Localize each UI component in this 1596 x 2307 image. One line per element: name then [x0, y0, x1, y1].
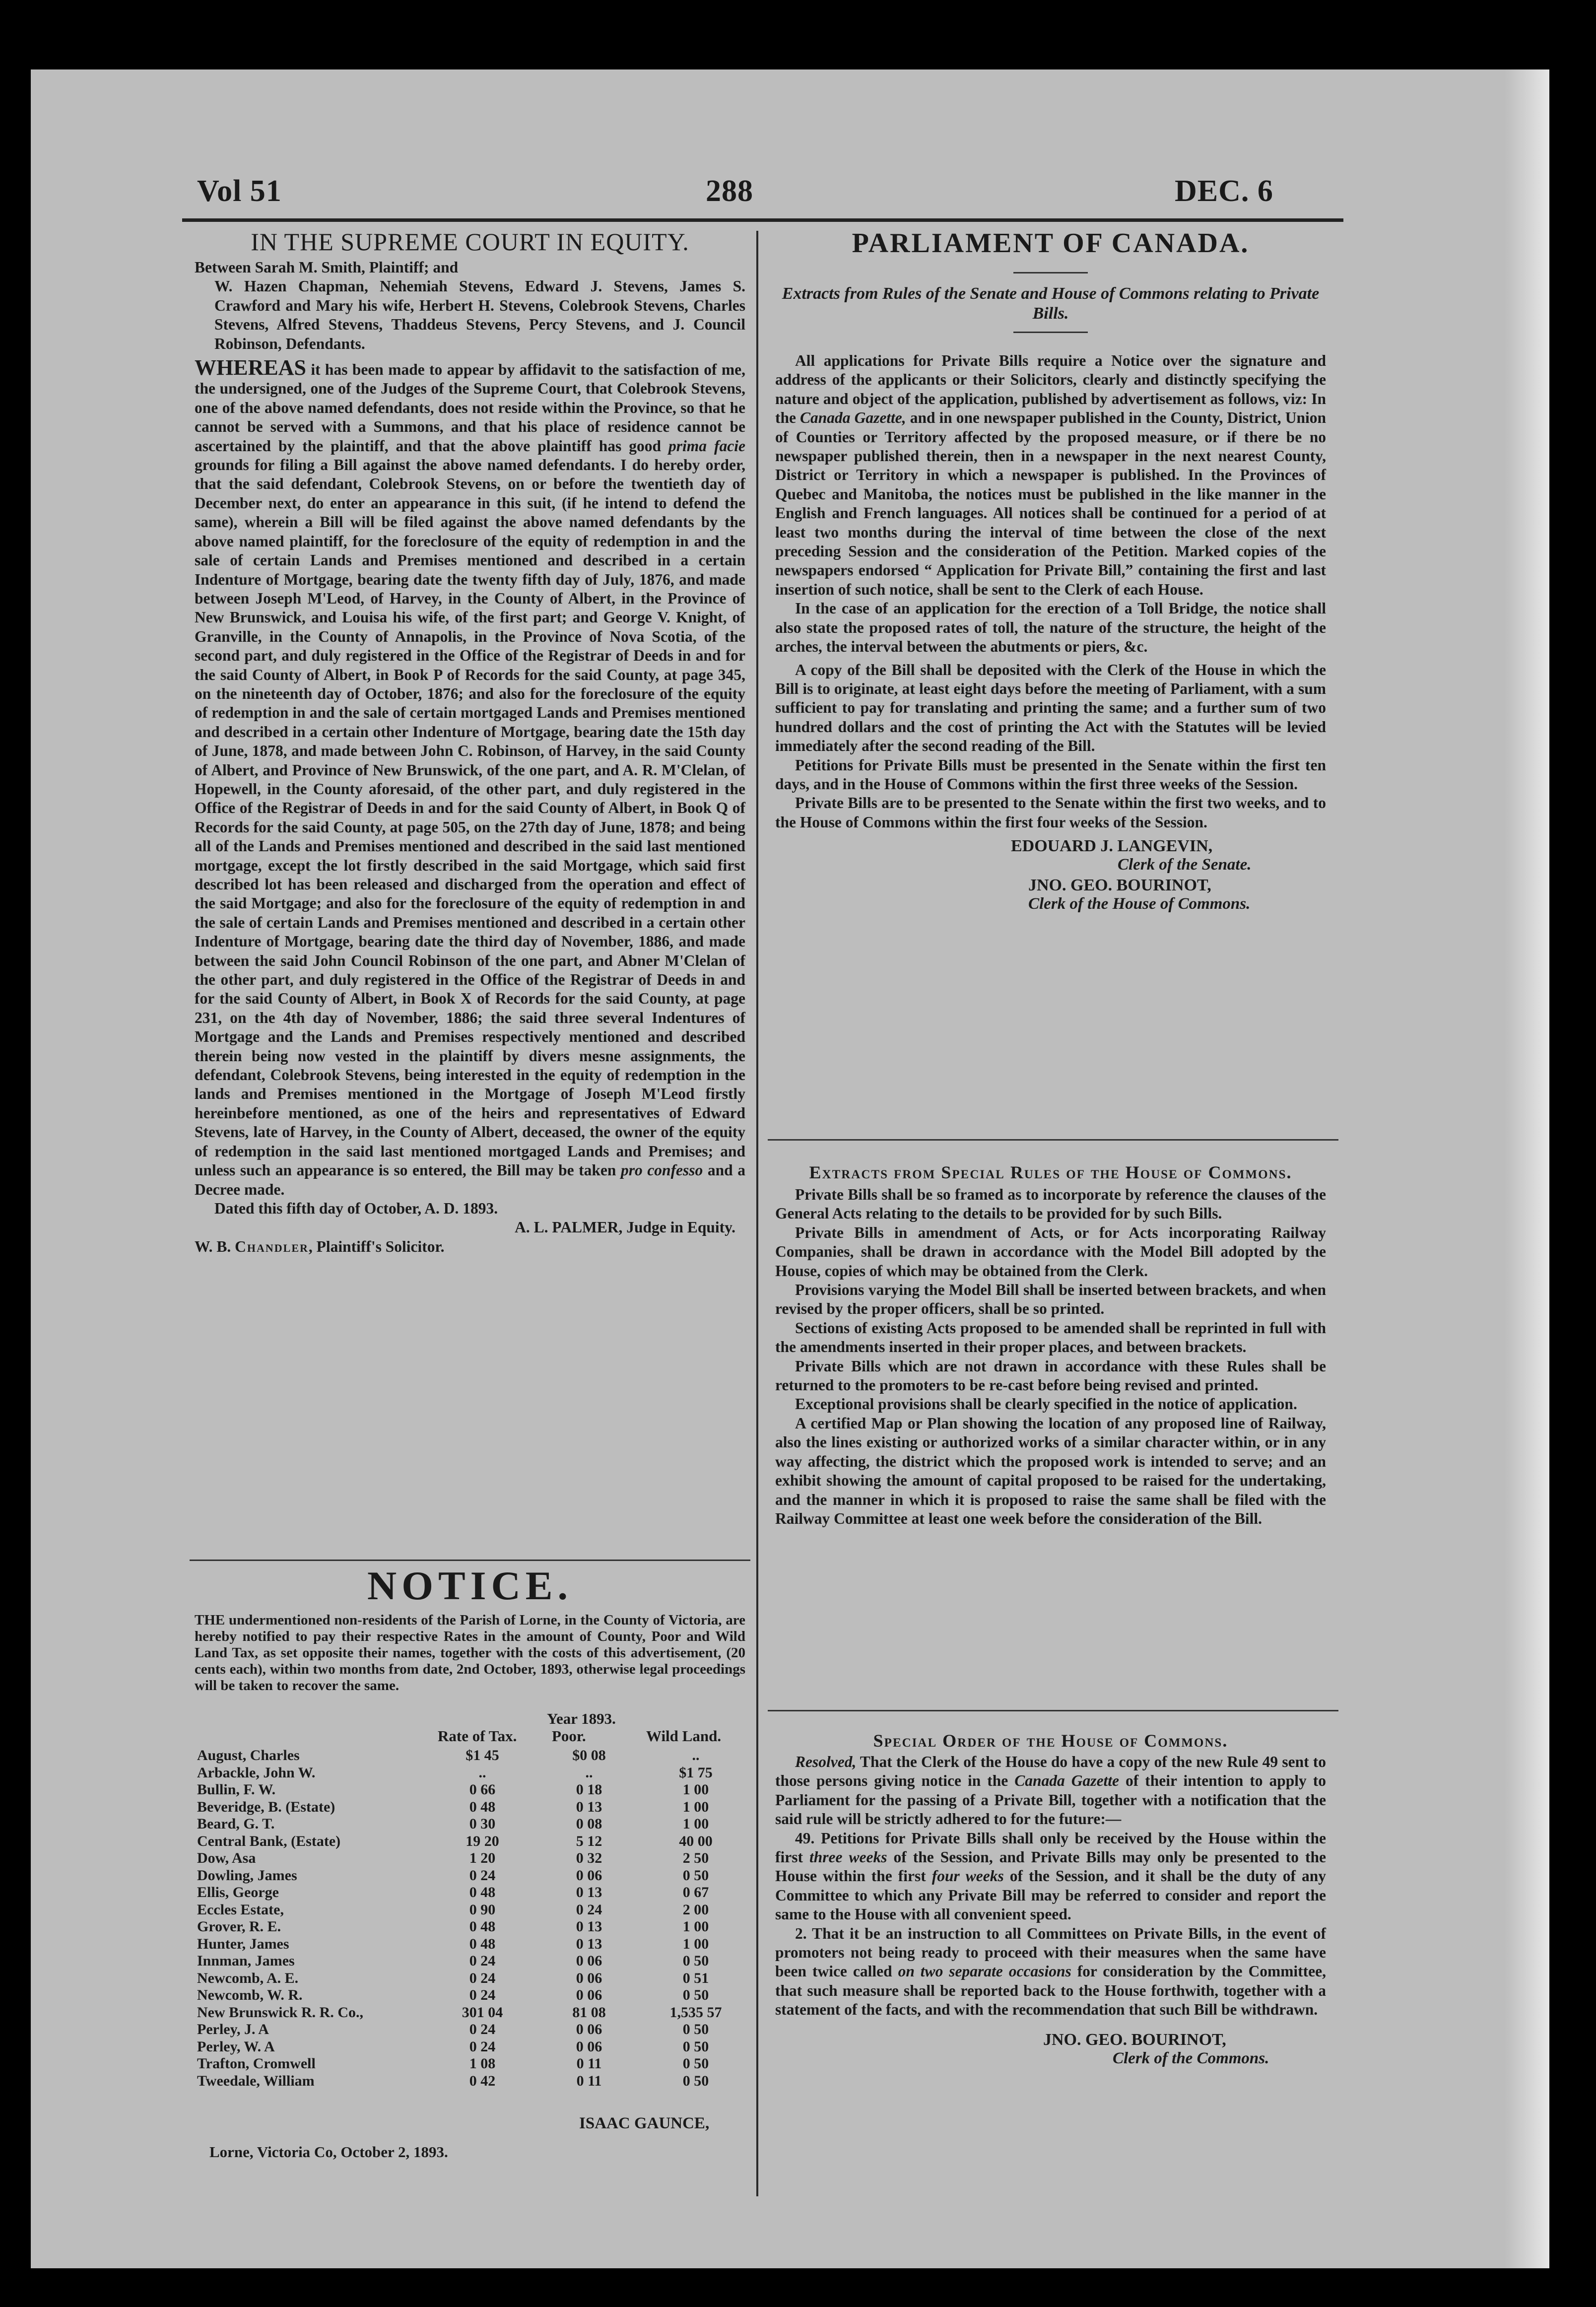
poor-tax: 0 13 [576, 1918, 602, 1935]
rate-of-tax: 0 30 [469, 1816, 496, 1832]
parliament-rule [1013, 272, 1088, 273]
tax-row [197, 2021, 753, 2038]
wild-land-tax: 0 67 [682, 1884, 709, 1901]
rate-of-tax: 0 42 [469, 2072, 496, 2089]
solicitor-role: , Plaintiff's Solicitor. [308, 1237, 445, 1255]
tax-row [197, 1850, 753, 1867]
rate-of-tax: 301 04 [462, 2004, 503, 2021]
taxpayer-name: Newcomb, W. R. [197, 1987, 303, 2004]
tax-row [197, 1936, 753, 1953]
notice-title: NOTICE. [367, 1563, 573, 1608]
col-wild-header: Wild Land. [646, 1727, 722, 1745]
special-order-body [775, 1753, 1326, 2020]
page-number: 288 [706, 174, 753, 208]
special-rules-heading: Extracts from Special Rules of the House of Commons. [809, 1162, 1292, 1182]
tax-row [197, 1970, 753, 1987]
bourinot-title-2: Clerk of the Commons. [1113, 2049, 1269, 2067]
rate-of-tax: 0 48 [469, 1918, 496, 1935]
rate-of-tax: 0 24 [469, 1987, 496, 2004]
bourinot-name-1: JNO. GEO. BOURINOT, [1028, 876, 1211, 895]
poor-tax: 0 11 [576, 2072, 602, 2089]
wild-land-tax: 0 50 [682, 2038, 709, 2055]
wild-land-tax: 1 00 [682, 1798, 709, 1815]
poor-tax: 0 06 [576, 1969, 602, 1986]
col-poor-header: Poor. [552, 1727, 586, 1745]
rate-of-tax: 19 20 [466, 1832, 499, 1849]
tax-row [197, 1816, 753, 1833]
year-label: Year 1893. [547, 1710, 616, 1727]
tax-row [197, 2073, 753, 2090]
tax-row [197, 2038, 753, 2056]
order-text-2: grounds for filing a Bill against the above named defendants. I do hereby order, that the said defendant, Colebrook Stevens, on or before the twentieth day of December next, do enter an appearance in this suit, (if he intend to defend the same), wherein a Bill will be filed against the above named defendants by the above named plaintiff, for the foreclosure of the equity of redemption in and the sale of certain Lands and Premises mentioned and described in a certain Indenture of Mortgage, bearing date the twenty fifth day of July, 1876, and made between Joseph M'Leod, of Harvey, in the County of Albert, in the Province of New Brunswick, and Louisa his wife, of the first part; and George V. Knight, of Granville, in the County of Annapolis, in the Province of Nova Scotia, of the second part, and duly registered in the Office of the Registrar of Deeds in and for the said County of Albert, in Book P of Records for the said County, at page 345, on the nineteenth day of October, 1876; and also for the foreclosure of the equity of redemption in and the sale of certain mortgaged Lands and Premises mentioned and described in a certain other Indenture of Mortgage, bearing date the 15th day of June, 1878, and made between John C. Robinson, of Harvey, in the said County of Albert, and Province of New Brunswick, of the one part, and A. R. M'Clelan, of Hopewell, in the County aforesaid, of the other part, and duly registered in the Office of the Registrar of Deeds in and for the said County of Albert, in Book Q of Records for the said County, at page 505, on the 27th day of June, 1878; and being all of the Lands and Premises mentioned and described in the said last mentioned mortgage, except the lot firstly described in the said Mortgage, which said first described lot has been released and discharged from the operation and effect of the said Mortgage; and also for the foreclosure of the equity of redemption in and the sale of certain Lands and Premises mentioned and described in a certain other Indenture of Mortgage, bearing date the third day of November, 1886, and made between the said John Council Robinson of the one part, and Abner M'Clelan of the other part, and duly registered in the Office of the Registrar of Deeds in and for the said County of Albert, in Book X of Records for the said County, at page 231, on the 4th day of November, 1886; the said three several Indentures of Mortgage and the Lands and Premises respectively mentioned and described therein being now vested in the plaintiff by divers mesne assignments, the defendant, Colebrook Stevens, being interested in the equity of redemption in the lands and Premises mentioned in the Mortgage of Joseph M'Leod firstly hereinbefore mentioned, as one of the heirs and representatives of Edward Stevens, late of Harvey, in the County of Albert, deceased, the owner of the equity of redemption in the said last mentioned mortgaged Lands and Premises; and unless such an appearance is so entered, the Bill may be taken [195, 456, 745, 1179]
taxpayer-name: Innman, James [197, 1953, 295, 1969]
wild-land-tax: 0 50 [682, 2072, 709, 2089]
wild-land-tax: 1 00 [682, 1781, 709, 1798]
special-order-heading: Special Order of the House of Commons. [873, 1731, 1228, 1751]
tax-row [197, 1747, 753, 1764]
tax-table [197, 1747, 753, 2090]
rule-paragraph-3: A copy of the Bill shall be deposited with the Clerk of the House in which the Bill is to originate, at least eight days before the meeting of Parliament, with a sum sufficient to pay for translating and printing the same; and a further sum of two hundred dollars and the cost of printing the Act with the Statutes will be levied immediately after the second reading of the Bill. [775, 661, 1326, 755]
bourinot-name-2: JNO. GEO. BOURINOT, [1043, 2030, 1226, 2049]
col-rate-header: Rate of Tax. [438, 1727, 517, 1745]
rate-of-tax: 0 48 [469, 1798, 496, 1815]
order-text-1: it has been made to appear by affidavit to the satisfaction of me, the undersigned, one of the Judges of the Supreme Court, that Colebrook Stevens, one of the above named defendants, does not reside within the Province, so that he cannot be served with a Summons, and that his place of residence cannot be ascertained by the plaintiff, and that the above plaintiff has good [195, 361, 745, 455]
wild-land-tax: 1 00 [682, 1816, 709, 1832]
order-text-3: and a Decree made. [195, 1161, 745, 1198]
wild-land-tax: 1 00 [682, 1918, 709, 1935]
taxpayer-name: Dowling, James [197, 1867, 297, 1884]
taxpayer-name: Central Bank, (Estate) [197, 1832, 341, 1849]
notice-top-rule [190, 1560, 750, 1561]
column-divider [756, 231, 758, 2196]
rule-paragraph-5: Private Bills are to be presented to the Senate within the first two weeks, and to the House of Commons within the first four weeks of the Session. [775, 794, 1326, 831]
special-rule-3: Provisions varying the Model Bill shall be inserted between brackets, and when revised by the proper officers, shall be so printed. [775, 1281, 1326, 1318]
court-title: IN THE SUPREME COURT IN EQUITY. [251, 228, 689, 256]
canada-gazette-ref-2: Canada Gazette [1014, 1772, 1120, 1790]
taxpayer-name: Eccles Estate, [197, 1901, 284, 1918]
wild-land-tax: 2 50 [682, 1850, 709, 1867]
rule-49: 49. Petitions for Private Bills shall only be received by the House within the first three weeks of the Session, and Private Bills may only be presented to the House within the first four weeks of the Session, and it shall be the duty of any Committee to which any Private Bill may be referred to consider and report the same to the House with all convenient speed. [775, 1829, 1327, 1923]
special-rules-body [775, 1185, 1326, 1528]
gazette-page [31, 69, 1549, 2268]
rate-of-tax: 1 20 [469, 1850, 496, 1867]
tax-row [197, 1764, 753, 1782]
rate-of-tax: 0 48 [469, 1935, 496, 1952]
wild-land-tax: $1 75 [679, 1764, 713, 1781]
rule-paragraph-4: Petitions for Private Bills must be presented in the Senate within the first ten days, and in the House of Commons within the first three weeks of the Session. [775, 756, 1326, 793]
parliament-title: PARLIAMENT OF CANADA. [852, 228, 1250, 259]
special-rule-2: Private Bills in amendment of Acts, or for Acts incorporating Railway Companies, shall be drawn in accordance with the Model Bill adopted by the House, copies of which may be obtained from the Clerk. [775, 1223, 1326, 1280]
header-rule [182, 218, 1343, 222]
poor-tax: .. [585, 1764, 593, 1781]
wild-land-tax: 2 00 [682, 1901, 709, 1918]
taxpayer-name: Bullin, F. W. [197, 1781, 276, 1798]
rate-of-tax: 0 90 [469, 1901, 496, 1918]
poor-tax: 0 32 [576, 1850, 602, 1867]
wild-land-tax: 0 50 [682, 1953, 709, 1969]
poor-tax: 0 06 [576, 1987, 602, 2004]
court-order-body [195, 355, 745, 1256]
instruction-2: 2. That it be an instruction to all Committees on Private Bills, in the event of promoters not being ready to proceed with their measures when the same have been twice called on two separate occasions for consideration by the Committee, that such measure shall be reported back to the House forthwith, together with a statement of the facts, and with the recommendation that such Bill be withdrawn. [775, 1924, 1327, 2019]
taxpayer-name: Tweedale, William [197, 2072, 315, 2089]
poor-tax: 0 13 [576, 1935, 602, 1952]
special-rule-5: Private Bills which are not drawn in accordance with these Rules shall be returned to the promoters to be re-cast before being revised and printed. [775, 1357, 1326, 1394]
poor-tax: 0 06 [576, 1953, 602, 1969]
notice-section [195, 1562, 745, 1694]
parties-defendants: W. Hazen Chapman, Nehemiah Stevens, Edward J. Stevens, James S. Crawford and Mary his wife, Herbert H. Stevens, Colebrook Stevens, Charles Stevens, Alfred Stevens, Thaddeus Stevens, Percy Stevens, and J. Council Robinson, Defendants. [214, 277, 745, 352]
rate-of-tax: .. [478, 1764, 486, 1781]
parties [195, 258, 745, 353]
judge-signature: A. L. PALMER, Judge in Equity. [515, 1219, 735, 1236]
bourinot-title-1: Clerk of the House of Commons. [1028, 895, 1251, 913]
taxpayer-name: Perley, J. A [197, 2021, 269, 2038]
canada-gazette-ref: Canada Gazette, [800, 409, 906, 427]
parties-plaintiff: Between Sarah M. Smith, Plaintiff; and [195, 259, 459, 276]
rate-of-tax: 0 24 [469, 2021, 496, 2038]
rate-of-tax: 0 24 [469, 1867, 496, 1884]
special-rules-top-rule [768, 1139, 1338, 1141]
tax-row [197, 2055, 753, 2073]
issue-date: DEC. 6 [1175, 174, 1273, 208]
poor-tax: 81 08 [572, 2004, 606, 2021]
rule-paragraph-2: In the case of an application for the erection of a Toll Bridge, the notice shall also state the proposed rates of toll, the nature of the structure, the height of the arches, the interval between the abutments or piers, &c. [775, 600, 1326, 656]
poor-tax: $0 08 [572, 1747, 606, 1764]
taxpayer-name: Trafton, Cromwell [197, 2055, 316, 2072]
rule-paragraph-1: All applications for Private Bills require a Notice over the signature and address of the applicants or their Solicitors, clearly and distinctly specifying the nature and object of the application, published by advertisement as follows, viz: In the Canada Gazette, and in one newspaper published in the County, District, Union of Counties or Territory affected by the proposed measure, or if there be no newspaper published therein, then in a newspaper in the next nearest County, District or Territory in which a newspaper is published. In the Provinces of Quebec and Manitoba, the notices must be published in the like manner in the English and French languages. All notices shall be continued for a period of at least two months during the interval of time between the close of the next preceding Session and the consideration of the Petition. Marked copies of the newspapers endorsed “ Application for Private Bill,” containing the first and last insertion of such notice, shall be sent to the Clerk of each House. [775, 352, 1326, 598]
tax-row [197, 1833, 753, 1850]
poor-tax: 0 08 [576, 1816, 602, 1832]
rate-of-tax: 0 48 [469, 1884, 496, 1901]
tax-row [197, 1884, 753, 1901]
langevin-title: Clerk of the Senate. [1118, 856, 1252, 874]
rate-of-tax: 0 24 [469, 1969, 496, 1986]
tax-row [197, 1987, 753, 2004]
private-bill-rules [775, 351, 1326, 832]
wild-land-tax: 0 50 [682, 1987, 709, 2004]
taxpayer-name: Newcomb, A. E. [197, 1969, 299, 1986]
poor-tax: 0 24 [576, 1901, 602, 1918]
taxpayer-name: Hunter, James [197, 1935, 289, 1952]
rate-of-tax: 0 24 [469, 1953, 496, 1969]
taxpayer-name: Beveridge, B. (Estate) [197, 1798, 335, 1815]
wild-land-tax: 0 50 [682, 2021, 709, 2038]
collector-signature: ISAAC GAUNCE, [579, 2114, 710, 2132]
tax-row [197, 1799, 753, 1816]
special-order-resolution: Resolved, That the Clerk of the House do have a copy of the new Rule 49 sent to those persons giving notice in the Canada Gazette of their intention to apply to Parliament for the passing of a Private Bill, together with a notification that the said rule will be strictly adhered to for the future:— [775, 1753, 1326, 1828]
whereas-word: WHEREAS [195, 355, 306, 380]
taxpayer-name: New Brunswick R. R. Co., [197, 2004, 364, 2021]
extracts-heading: Extracts from Rules of the Senate and House of Commons relating to Private Bills. [782, 284, 1320, 323]
wild-land-tax: 1,535 57 [669, 2004, 722, 2021]
rate-of-tax: 1 08 [469, 2055, 496, 2072]
poor-tax: 0 06 [576, 2038, 602, 2055]
dated-line: Dated this fifth day of October, A. D. 1893. [214, 1199, 498, 1217]
tax-row [197, 1901, 753, 1919]
wild-land-tax: 1 00 [682, 1935, 709, 1952]
langevin-name: EDOUARD J. LANGEVIN, [1011, 837, 1213, 856]
poor-tax: 0 11 [576, 2055, 602, 2072]
special-order-top-rule [768, 1710, 1338, 1711]
solicitor-line [195, 1237, 745, 1256]
rate-of-tax: 0 66 [469, 1781, 496, 1798]
special-rule-1: Private Bills shall be so framed as to incorporate by reference the clauses of the General Acts relating to the details to be provided for by such Bills. [775, 1186, 1326, 1222]
taxpayer-name: Perley, W. A [197, 2038, 275, 2055]
wild-land-tax: 0 50 [682, 2055, 709, 2072]
poor-tax: 0 13 [576, 1884, 602, 1901]
order-prima-facie: prima facie [668, 437, 745, 455]
special-order-section [775, 1730, 1326, 2068]
wild-land-tax: .. [692, 1747, 700, 1764]
wild-land-tax: 0 50 [682, 1867, 709, 1884]
solicitor-initials: W. B. [195, 1237, 235, 1255]
wild-land-tax: 0 51 [682, 1969, 709, 1986]
poor-tax: 0 13 [576, 1798, 602, 1815]
order-pro-confesso: pro confesso [620, 1161, 703, 1179]
special-rules-section [775, 1161, 1326, 1528]
taxpayer-name: Beard, G. T. [197, 1816, 275, 1832]
tax-row [197, 1781, 753, 1799]
tax-row [197, 1867, 753, 1885]
rate-of-tax: $1 45 [466, 1747, 499, 1764]
extracts-rule [1013, 332, 1088, 333]
poor-tax: 0 06 [576, 1867, 602, 1884]
tax-row [197, 1918, 753, 1936]
volume-label: Vol 51 [197, 174, 282, 208]
tax-row [197, 2004, 753, 2022]
solicitor-name: Chandler [235, 1237, 309, 1255]
taxpayer-name: Grover, R. E. [197, 1918, 281, 1935]
rate-of-tax: 0 24 [469, 2038, 496, 2055]
notice-place-date: Lorne, Victoria Co, October 2, 1893. [209, 2143, 448, 2161]
left-column [195, 227, 745, 1256]
notice-body: THE undermentioned non-residents of the Parish of Lorne, in the County of Victoria, are hereby notified to pay their respective Rates in the amount of County, Poor and Wild Land Tax, as set opposite their names, together with the costs of this advertisement, (20 cents each), within two months from date, 2nd October, 1893, otherwise legal proceedings will be taken to recover the same. [195, 1612, 745, 1694]
special-rule-7: A certified Map or Plan showing the location of any proposed line of Railway, also the lines existing or authorized works of a similar character within, or in any way affecting, the district which the proposed work is intended to serve; and an exhibit showing the amount of capital proposed to be raised for the undertaking, and the manner in which it is proposed to raise the same shall be filed with the Railway Committee at least one week before the consideration of the Bill. [775, 1414, 1326, 1527]
poor-tax: 5 12 [576, 1832, 602, 1849]
wild-land-tax: 40 00 [679, 1832, 713, 1849]
poor-tax: 0 18 [576, 1781, 602, 1798]
resolved-word: Resolved, [795, 1753, 857, 1770]
special-rule-6: Exceptional provisions shall be clearly specified in the notice of application. [795, 1395, 1297, 1413]
taxpayer-name: Ellis, George [197, 1884, 279, 1901]
right-column [775, 227, 1326, 913]
taxpayer-name: August, Charles [197, 1747, 300, 1764]
poor-tax: 0 06 [576, 2021, 602, 2038]
taxpayer-name: Arbackle, John W. [197, 1764, 316, 1781]
taxpayer-name: Dow, Asa [197, 1850, 256, 1867]
special-rule-4: Sections of existing Acts proposed to be amended shall be reprinted in full with the amendments inserted in their proper places, and between brackets. [775, 1319, 1326, 1356]
tax-row [197, 1953, 753, 1970]
